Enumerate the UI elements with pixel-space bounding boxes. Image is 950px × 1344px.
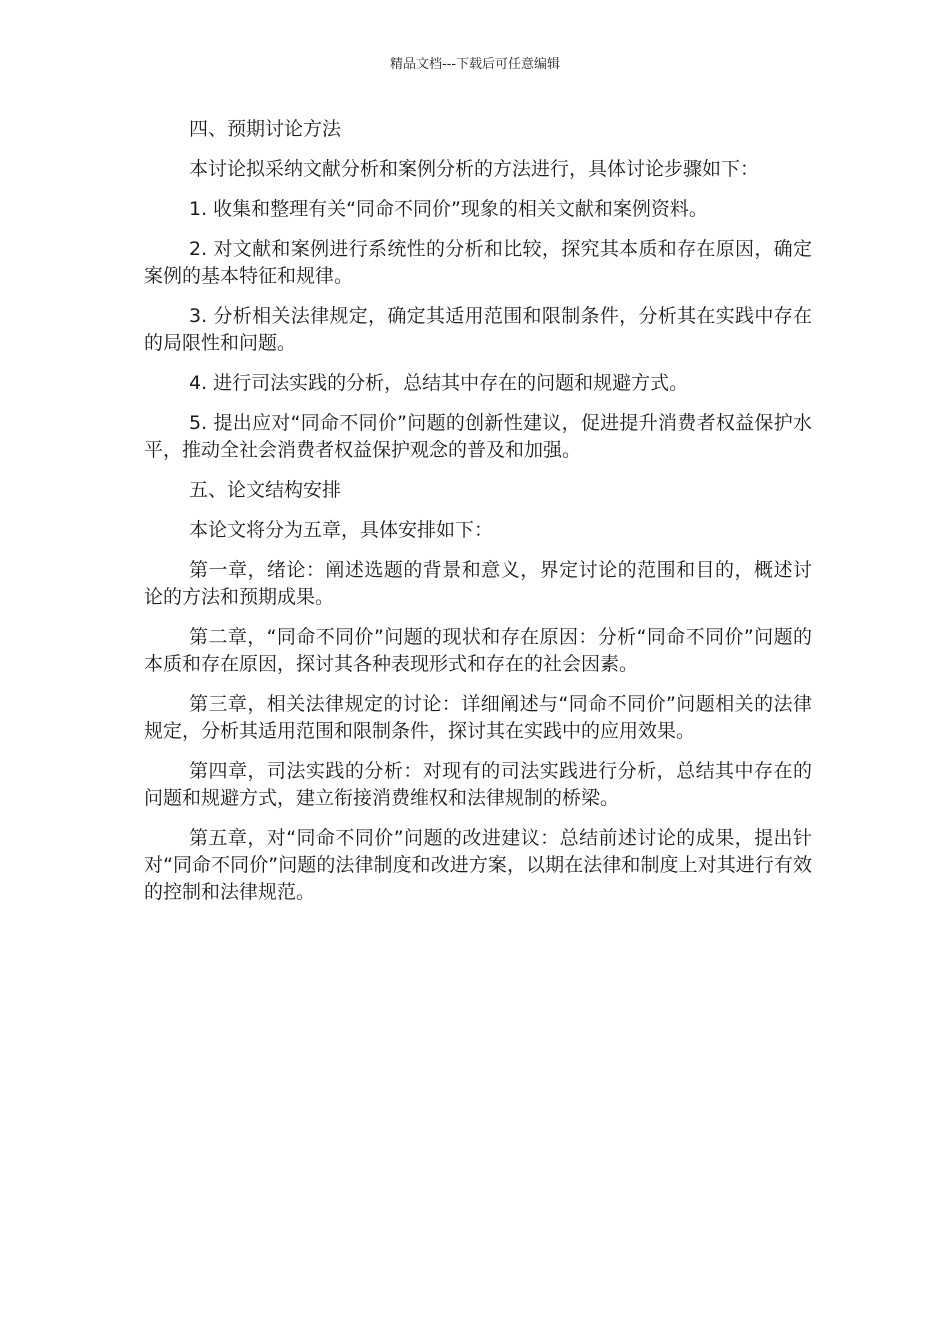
method-step-5: 5. 提出应对“同命不同价”问题的创新性建议，促进提升消费者权益保护水平，推动全社会消费者权益保护观念的普及和加强。 [144, 412, 812, 461]
page-header: 精品文档---下载后可任意编辑 [389, 57, 561, 72]
section-heading-methods: 四、预期讨论方法 [189, 118, 342, 140]
chapter-1-paragraph: 第一章，绪论：阐述选题的背景和意义，界定讨论的范围和目的，概述讨论的方法和预期成果。 [144, 559, 812, 608]
structure-intro-paragraph: 本论文将分为五章，具体安排如下： [189, 519, 494, 541]
method-step-2: 2. 对文献和案例进行系统性的分析和比较，探究其本质和存在原因，确定案例的基本特征和规律。 [144, 238, 812, 287]
chapter-2-paragraph: 第二章，“同命不同价”问题的现状和存在原因：分析“同命不同价”问题的本质和存在原因，探讨其各种表现形式和存在的社会因素。 [144, 626, 812, 675]
method-step-1: 1. 收集和整理有关“同命不同价”现象的相关文献和案例资料。 [189, 198, 708, 220]
section-heading-structure: 五、论文结构安排 [189, 479, 342, 501]
method-step-4: 4. 进行司法实践的分析，总结其中存在的问题和规避方式。 [189, 372, 689, 394]
document-body [144, 116, 812, 919]
chapter-5-paragraph: 第五章，对“同命不同价”问题的改进建议：总结前述讨论的成果，提出针对“同命不同价”问题的法律制度和改进方案，以期在法律和制度上对其进行有效的控制和法律规范。 [144, 827, 812, 903]
chapter-4-paragraph: 第四章，司法实践的分析：对现有的司法实践进行分析，总结其中存在的问题和规避方式，建立衔接消费维权和法律规制的桥梁。 [144, 760, 812, 809]
chapter-3-paragraph: 第三章，相关法律规定的讨论：详细阐述与“同命不同价”问题相关的法律规定，分析其适用范围和限制条件，探讨其在实践中的应用效果。 [144, 693, 812, 742]
method-step-3: 3. 分析相关法律规定，确定其适用范围和限制条件，分析其在实践中存在的局限性和问题。 [144, 305, 812, 354]
methods-intro-paragraph: 本讨论拟采纳文献分析和案例分析的方法进行，具体讨论步骤如下： [189, 158, 760, 180]
